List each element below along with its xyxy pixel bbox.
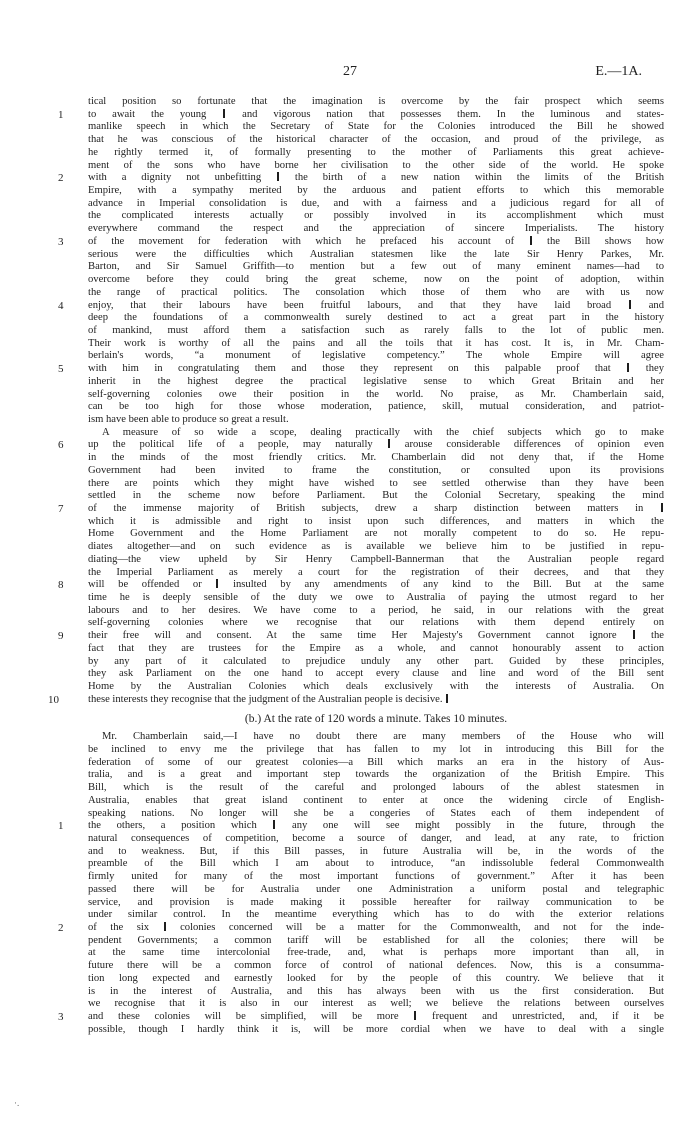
body-text bbox=[48, 96, 665, 1036]
text-line bbox=[88, 617, 664, 630]
text-line bbox=[88, 96, 664, 109]
line-text: any one will see might possibly in the future, through the bbox=[276, 820, 664, 832]
text-line bbox=[58, 820, 664, 833]
line-text: with a dignity not unbefitting bbox=[88, 172, 277, 184]
line-text: advance in Imperial consolidation is due, and with a fairness and a judicious regard for all of bbox=[88, 197, 664, 209]
line-text: will be offended or bbox=[88, 579, 216, 591]
text-line bbox=[58, 108, 664, 122]
line-text: the birth of a new nation within the limits of the British bbox=[280, 172, 664, 184]
page-number: 27 bbox=[343, 64, 357, 79]
line-text: the range of practical politics. The consolation which those of them who are with us now bbox=[88, 286, 664, 298]
timing-marker bbox=[164, 922, 166, 931]
text-line bbox=[58, 579, 664, 592]
margin-line-number: 1 bbox=[58, 108, 64, 121]
text-line bbox=[88, 871, 664, 884]
line-text: inherit in the highest degree the practical legislative sense to which Great Britain and her bbox=[88, 375, 664, 387]
line-text: these interests they recognise that the judgment of the Australian people is decisive. bbox=[88, 693, 446, 705]
text-line bbox=[88, 643, 664, 656]
text-line bbox=[88, 541, 664, 554]
section-heading bbox=[88, 713, 664, 726]
line-text: they ask Parliament on the one hand to accept every clause and line and word of the Bill sent bbox=[88, 668, 664, 680]
line-text: that he was conscious of the historical character of the occasion, and proud of the privilege, as bbox=[88, 134, 664, 146]
document-reference: E.—1A. bbox=[595, 64, 642, 79]
margin-line-number: 3 bbox=[58, 1011, 64, 1024]
margin-line-number: 2 bbox=[58, 922, 64, 934]
line-text: Their work is worthy of all the pains and all the toils that it has cost. It is, in Mr. Cham- bbox=[88, 337, 664, 349]
line-text: can be too high for those whose moderation, patience, skill, mutual consideration, and patriot- bbox=[88, 401, 664, 413]
text-line bbox=[88, 160, 664, 173]
text-line bbox=[58, 363, 665, 376]
line-text: fact that they are trustees for the Empire as a whole, and cannot honourably assent to action bbox=[88, 642, 664, 654]
line-text: up the political life of a people, may naturally bbox=[88, 439, 387, 451]
line-text: and bbox=[631, 299, 664, 311]
line-text: future there will be a common force of control of national defences. Now, this is a consumma- bbox=[88, 960, 664, 972]
line-text: ism have been able to produce so great a result. bbox=[88, 413, 289, 425]
text-line bbox=[88, 592, 664, 605]
line-text: preamble of the Bill which I am about to introduce, “an indissoluble federal Commonwealth bbox=[88, 858, 664, 870]
timing-marker bbox=[627, 363, 629, 372]
timing-marker bbox=[446, 694, 448, 703]
line-text: their free will and consent. At the same time Her Majesty's Government cannot ignore bbox=[88, 630, 632, 642]
text-line bbox=[88, 134, 664, 147]
text-line bbox=[88, 935, 664, 948]
line-text: colonies concerned will be a matter for the Commonwealth, and not for the inde- bbox=[166, 922, 664, 933]
text-line bbox=[88, 846, 664, 859]
line-text: and to weakness. But, if this Bill passes, in future Australia will be, in the words of the bbox=[88, 845, 664, 857]
line-text: tion long expected and earnestly looked for by the people of this country. We believe that it bbox=[88, 972, 664, 984]
line-text: of the movement for federation with which he prefaced his account of bbox=[88, 235, 529, 247]
margin-line-number: 5 bbox=[58, 363, 64, 376]
text-line bbox=[58, 439, 665, 452]
text-line bbox=[88, 757, 664, 770]
text-line bbox=[88, 782, 664, 795]
text-line bbox=[88, 185, 664, 198]
text-line bbox=[88, 769, 664, 782]
margin-line-number: 1 bbox=[58, 820, 64, 833]
line-text: A measure of so wide a scope, dealing practically with the chief subjects which go to make bbox=[102, 426, 664, 438]
text-line bbox=[88, 973, 664, 986]
line-text: enjoy, that their labours have been fruitful labours, and that they have laid broad bbox=[88, 299, 628, 311]
line-text: in the minds of the most friendly critics. Mr. Chamberlain did not deny that, if the Home bbox=[88, 452, 664, 464]
line-text: serious were the difficulties which Australian statesmen like the late Sir Henry Parkes, Mr. bbox=[88, 248, 664, 260]
margin-line-number: 2 bbox=[58, 172, 64, 185]
line-text: of the six bbox=[88, 922, 163, 933]
timing-marker bbox=[661, 503, 663, 512]
line-text: Barton, and Sir Samuel Griffith—to mention but a few out of many eminent names—had to bbox=[88, 261, 664, 273]
text-line bbox=[88, 998, 664, 1011]
line-text: at the same time intercolonial free-trade, and, what is perhaps more important than all, in bbox=[88, 947, 664, 959]
line-text: Australia, enables that great island continent to enter at once the widening circle of English- bbox=[88, 794, 664, 806]
margin-line-number: 8 bbox=[58, 579, 64, 592]
text-line bbox=[88, 808, 664, 821]
text-line bbox=[88, 338, 664, 351]
text-line bbox=[88, 376, 664, 389]
text-line bbox=[88, 960, 664, 973]
text-line bbox=[58, 503, 664, 516]
text-line bbox=[88, 744, 664, 757]
text-line bbox=[88, 274, 664, 287]
timing-marker bbox=[530, 236, 532, 245]
margin-line-number: 10 bbox=[48, 693, 59, 706]
line-text: the bbox=[635, 630, 664, 642]
line-text: and vigorous nation that possesses them. In the luminous and states- bbox=[226, 108, 664, 120]
text-line bbox=[58, 299, 664, 313]
text-line bbox=[88, 350, 664, 363]
line-text: natural consequences of competition, become a source of danger, and lead, at any rate, to friction bbox=[88, 832, 664, 844]
line-text: Home Government and the Home Parliament are not morally competent to do so. He repu- bbox=[88, 528, 664, 540]
text-line bbox=[88, 414, 664, 427]
text-line bbox=[88, 858, 664, 871]
line-text: tical position so fortunate that the imagination is overcome by the fair prospect which seems bbox=[88, 96, 664, 107]
text-line bbox=[88, 909, 664, 922]
line-text: Mr. Chamberlain said,—I have no doubt there are many members of the House who will bbox=[102, 731, 664, 743]
margin-line-number: 6 bbox=[58, 439, 64, 452]
margin-line-number: 3 bbox=[58, 235, 64, 248]
line-text: speaking nations. No longer will she be a congeries of States each of them independent of bbox=[88, 807, 664, 819]
line-text: federation of some of our greatest colonies—a Bill which marks an era in the history of Aus- bbox=[88, 756, 664, 768]
line-text: the complicated interests actually or possibly involved in its accomplishment which must bbox=[88, 210, 664, 222]
text-line bbox=[88, 947, 664, 960]
line-text: the Bill shows how bbox=[532, 235, 664, 247]
margin-line-number: 4 bbox=[58, 299, 64, 312]
text-line bbox=[88, 668, 664, 681]
line-text: settled in the scheme now before Parliament. But the Colonial Secretary, speaking the mind bbox=[88, 490, 664, 502]
text-line bbox=[88, 325, 664, 338]
line-text: tralia, and is a great and important step towards the organization of the British Empire. This bbox=[88, 769, 664, 781]
text-line bbox=[88, 681, 664, 694]
text-line bbox=[58, 235, 664, 249]
text-line bbox=[88, 567, 664, 580]
line-text: and these colonies will be simplified, will be more bbox=[88, 1011, 414, 1023]
line-text: arouse considerable differences of opinion even bbox=[390, 439, 665, 451]
line-text: manlike speech in which the Secretary of State for the Colonies introduced the Bill he showed bbox=[88, 121, 664, 133]
line-text: under similar control. In the meantime everything which has to do with the exterior relations bbox=[88, 909, 664, 921]
line-text: we recognise that it is also in our interest as well; we believe the relations between ourselves bbox=[88, 998, 664, 1010]
line-text: to await the young bbox=[88, 108, 223, 120]
line-text: diates altogether—and on such evidence as is available we believe him to be justified in repu- bbox=[88, 541, 664, 553]
text-line bbox=[88, 478, 664, 491]
line-text: he rightly termed it, of formally presenting to the mother of Parliaments this great achieve- bbox=[88, 146, 664, 158]
text-line bbox=[88, 287, 664, 300]
text-line bbox=[88, 731, 664, 744]
timing-marker bbox=[633, 630, 635, 639]
line-text: be inclined to envy me the privilege that has fallen to my lot in introducing this Bill for the bbox=[88, 743, 664, 755]
text-line bbox=[88, 401, 664, 414]
text-line bbox=[88, 554, 664, 567]
timing-marker bbox=[277, 172, 279, 181]
line-text: time he is deeply sensible of the duty we owe to Australia of paying the utmost regard to her bbox=[88, 592, 664, 604]
text-line bbox=[88, 121, 664, 134]
line-text: overcome before they could bring the great scheme, now on the point of adoption, within bbox=[88, 274, 664, 286]
text-line bbox=[88, 656, 664, 669]
line-text: Empire, with a sympathy merited by the arduous and patient efforts to which this memorable bbox=[88, 185, 664, 197]
text-line bbox=[88, 897, 664, 910]
text-line bbox=[58, 172, 664, 185]
margin-line-number: 9 bbox=[58, 630, 64, 643]
line-text: with him in congratulating them and those they represent on this palpable proof that bbox=[88, 363, 627, 375]
line-text: passed there will be for Australia under one Administration a uniform postal and telegraphic bbox=[88, 883, 664, 895]
text-line bbox=[88, 833, 664, 846]
margin-line-number: 7 bbox=[58, 503, 64, 515]
line-text: Bill, which is the result of the careful and prolonged labours of the ablest statesmen in bbox=[88, 782, 664, 794]
line-text: pendent Governments; a common tariff will be established for all the colonies; there will be bbox=[88, 934, 664, 946]
line-text: possible, though I hardly think it is, will be more cordial when we have to deal with a single bbox=[88, 1023, 664, 1035]
line-text: diating—the view upheld by Sir Henry Campbell-Bannerman that the Australian people regard bbox=[88, 553, 664, 565]
text-line bbox=[88, 884, 664, 897]
text-line bbox=[88, 465, 664, 478]
text-line bbox=[88, 452, 664, 465]
line-text: self-governing colonies where we recognise that our relations with them depend entirely on bbox=[88, 617, 664, 629]
text-line bbox=[88, 605, 664, 618]
line-text: of mankind, must afford them a satisfaction such as rarely falls to the lot of public men. bbox=[88, 324, 664, 336]
line-text: Government had been invited to frame the constitution, or consulted upon its provisions bbox=[88, 464, 664, 476]
line-text: they bbox=[630, 363, 665, 375]
line-text: everywhere command the respect and the appreciation of sincere Imperialists. The history bbox=[88, 223, 664, 235]
line-text: the Imperial Parliament as merely a court for the registration of their decrees, and that they bbox=[88, 566, 664, 578]
line-text: service, and provision is made making it possible hereafter for railway communication to be bbox=[88, 896, 664, 908]
text-line bbox=[88, 1024, 664, 1037]
text-line bbox=[88, 249, 664, 262]
text-line bbox=[88, 312, 664, 325]
text-line bbox=[88, 198, 664, 211]
line-text: of the immense majority of British subjects, drew a sharp distinction between matters in bbox=[88, 503, 660, 514]
text-line bbox=[88, 427, 664, 440]
timing-marker bbox=[388, 439, 390, 448]
line-text: labours and to her desires. We have come to a period, he said, in our relations with the great bbox=[88, 604, 664, 616]
text-line bbox=[88, 210, 664, 223]
line-text: the others, a position which bbox=[88, 820, 273, 832]
line-text: by any part of it calculated to prejudice unduly any other part. Guided by these principles, bbox=[88, 655, 664, 667]
text-line bbox=[58, 1011, 664, 1024]
line-text: (b.) At the rate of 120 words a minute. Takes 10 minutes. bbox=[244, 712, 508, 725]
text-line bbox=[88, 389, 664, 402]
stray-mark: ·. bbox=[14, 1098, 20, 1108]
text-line bbox=[58, 922, 664, 935]
line-text: there are points which they might have wished to see settled otherwise than they have been bbox=[88, 477, 664, 489]
text-line bbox=[88, 528, 664, 541]
text-line bbox=[88, 795, 664, 808]
text-line bbox=[88, 223, 664, 236]
line-text: ment of the sons who have borne her civilisation to the other side of the world. He spoke bbox=[88, 159, 664, 171]
text-line bbox=[88, 516, 664, 529]
line-text: deep the foundations of a commonwealth surely destined to act a great part in the history bbox=[88, 312, 664, 324]
text-line bbox=[88, 490, 664, 503]
text-line bbox=[88, 261, 664, 274]
line-text: which it is admissible and right to insist upon such differences, and matters in which the bbox=[88, 515, 664, 527]
timing-marker bbox=[629, 300, 631, 309]
line-text: firmly united for many of the most important functions of government.” After it has been bbox=[88, 871, 664, 883]
line-text: is in the interest of Australia, and this has always been with us the first consideration. But bbox=[88, 985, 664, 997]
line-text: insulted by any amendments of any kind to the Bill. But at the same bbox=[219, 579, 664, 591]
timing-marker bbox=[414, 1011, 416, 1020]
text-line bbox=[58, 630, 664, 643]
line-text: self-governing colonies owe their position in the world. No praise, as Mr. Chamberlain said, bbox=[88, 388, 664, 400]
timing-marker bbox=[223, 109, 225, 118]
line-text: frequent and unrestricted, and, if it be bbox=[417, 1011, 664, 1023]
line-text: berlain's words, “a monument of legislative competency.” The whole Empire will agree bbox=[88, 350, 664, 362]
text-line bbox=[88, 986, 664, 999]
line-text: Home by the Australian Colonies which deals exclusively with the interests of Australia. On bbox=[88, 681, 664, 693]
text-line bbox=[88, 147, 664, 160]
text-line bbox=[48, 693, 664, 707]
